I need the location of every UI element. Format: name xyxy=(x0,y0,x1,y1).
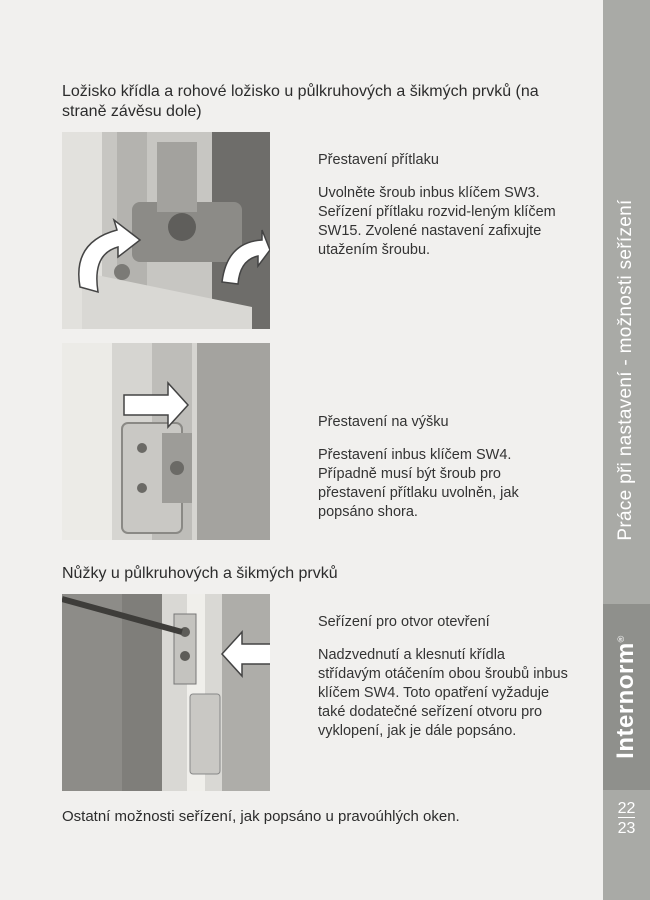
section-heading-scissors: Nůžky u půlkruhových a šikmých prvků xyxy=(62,565,338,582)
photo-height-adjust xyxy=(62,343,270,540)
photo-height-adjust-illustration xyxy=(62,343,270,540)
page-number-left-text: 22 xyxy=(617,800,636,817)
registered-mark: ® xyxy=(616,635,626,643)
photo-sash-bearing xyxy=(62,132,270,329)
chapter-title: Práce při nastavení - možnosti seřízení xyxy=(615,199,636,541)
sidebar-title-wrap xyxy=(603,170,650,570)
photo-scissors-adjust xyxy=(62,594,270,791)
page-number-left xyxy=(603,800,650,818)
caption-body: Uvolněte šroub inbus klíčem SW3. Seřízení přítlaku rozvid-leným klíčem SW15. Zvolené nastavení zafixujte utažením šroubu. xyxy=(318,185,556,258)
photo-sash-bearing-illustration xyxy=(62,132,270,329)
page-number-right: 23 xyxy=(617,820,636,837)
section-heading-bearing: Ložisko křídla a rohové ložisko u půlkruhových a šikmých prvků (na straně závěsu dole) xyxy=(62,83,539,120)
photo-scissors-adjust-illustration xyxy=(62,594,270,791)
caption-title: Přestavení na výšku xyxy=(318,414,449,430)
sidebar xyxy=(603,0,650,900)
caption-title: Seřízení pro otvor otevření xyxy=(318,614,490,630)
brand-box xyxy=(603,604,650,790)
brand-logo xyxy=(612,635,640,759)
footer-note: Ostatní možnosti seřízení, jak popsáno u pravoúhlých oken. xyxy=(62,808,460,825)
caption-opening-adjust xyxy=(318,613,568,741)
brand-name: Internorm xyxy=(612,642,639,759)
caption-body: Nadzvednutí a klesnutí křídla střídavým otáčením obou šroubů inbus klíčem SW4. Toto opatření vyžaduje také dodatečné seřízení otvoru pro vyklopení, jak je dále popsáno. xyxy=(318,647,568,739)
caption-title: Přestavení přítlaku xyxy=(318,152,439,168)
caption-pressure-adjust xyxy=(318,151,568,260)
caption-body: Přestavení inbus klíčem SW4. Případně musí být šroub pro přestavení přítlaku uvolněn, jak popsáno shora. xyxy=(318,447,519,520)
caption-height-adjust xyxy=(318,413,568,522)
